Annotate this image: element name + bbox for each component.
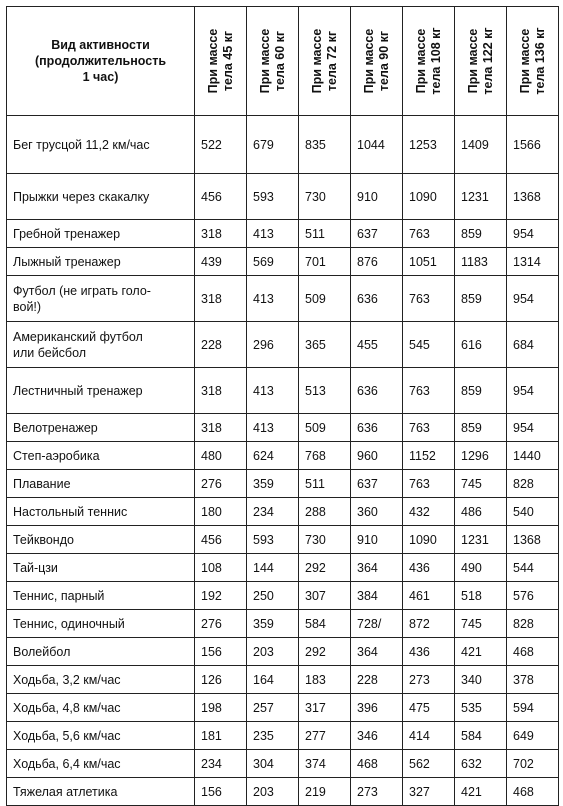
weight-header-line: тела 72 кг — [324, 30, 339, 92]
calorie-value-cell: 593 — [247, 526, 299, 554]
activity-name: Плавание — [13, 476, 71, 491]
activity-header-line: (продолжительность — [34, 54, 167, 68]
activity-name-cell — [7, 526, 195, 554]
weight-header-label — [518, 27, 548, 94]
weight-header-line: тела 108 кг — [428, 27, 443, 95]
activity-header-line: Вид активности — [51, 38, 150, 52]
weight-header-line: тела 45 кг — [220, 30, 235, 92]
activity-name: Тейквондо — [13, 532, 74, 547]
calorie-value-cell: 456 — [195, 526, 247, 554]
weight-header-line: При массе — [413, 28, 428, 94]
calorie-value-cell: 616 — [455, 322, 507, 368]
calorie-value-cell: 436 — [403, 554, 455, 582]
calorie-value-cell: 730 — [299, 174, 351, 220]
weight-header-line: тела 60 кг — [272, 30, 287, 92]
calorie-value-cell: 872 — [403, 610, 455, 638]
activity-name: Лыжный тренажер — [13, 254, 121, 269]
calorie-value-cell: 359 — [247, 610, 299, 638]
calorie-value-cell: 636 — [351, 368, 403, 414]
calorie-value-cell: 413 — [247, 276, 299, 322]
calorie-value-cell: 318 — [195, 368, 247, 414]
activity-name-cell — [7, 582, 195, 610]
calorie-value-cell: 421 — [455, 638, 507, 666]
calorie-table — [6, 6, 559, 806]
weight-column-header — [455, 7, 507, 116]
calorie-value-cell: 828 — [507, 610, 559, 638]
calorie-value-cell: 228 — [195, 322, 247, 368]
calorie-value-cell: 1231 — [455, 526, 507, 554]
calorie-value-cell: 340 — [455, 666, 507, 694]
activity-name: Бег трусцой 11,2 км/час — [13, 137, 150, 152]
activity-name: Тай-цзи — [13, 560, 58, 575]
calorie-value-cell: 108 — [195, 554, 247, 582]
calorie-value-cell: 421 — [455, 778, 507, 806]
activity-name: вой!) — [13, 299, 42, 314]
table-row — [7, 248, 559, 276]
calorie-value-cell: 1152 — [403, 442, 455, 470]
calorie-value-cell: 649 — [507, 722, 559, 750]
activity-name-cell — [7, 248, 195, 276]
calorie-value-cell: 346 — [351, 722, 403, 750]
calorie-value-cell: 535 — [455, 694, 507, 722]
weight-column-header — [299, 7, 351, 116]
table-row — [7, 220, 559, 248]
calorie-value-cell: 745 — [455, 610, 507, 638]
calorie-value-cell: 164 — [247, 666, 299, 694]
calorie-value-cell: 730 — [299, 526, 351, 554]
weight-header-label — [206, 29, 236, 94]
calorie-value-cell: 461 — [403, 582, 455, 610]
table-row — [7, 116, 559, 174]
table-row — [7, 368, 559, 414]
activity-name: Гребной тренажер — [13, 226, 121, 241]
calorie-value-cell: 768 — [299, 442, 351, 470]
calorie-value-cell: 317 — [299, 694, 351, 722]
activity-name: Настольный теннис — [13, 504, 128, 519]
calorie-value-cell: 304 — [247, 750, 299, 778]
activity-name: Тяжелая атлетика — [13, 784, 118, 799]
table-row — [7, 276, 559, 322]
calorie-value-cell: 637 — [351, 470, 403, 498]
activity-name-cell — [7, 554, 195, 582]
table-row — [7, 638, 559, 666]
activity-column-header — [7, 7, 195, 116]
calorie-value-cell: 509 — [299, 414, 351, 442]
activity-name: Американский футбол — [13, 329, 143, 344]
calorie-value-cell: 584 — [299, 610, 351, 638]
calorie-value-cell: 396 — [351, 694, 403, 722]
weight-header-line: При массе — [361, 28, 376, 94]
calorie-value-cell: 1314 — [507, 248, 559, 276]
activity-name-cell — [7, 610, 195, 638]
calorie-value-cell: 277 — [299, 722, 351, 750]
activity-name: Ходьба, 3,2 км/час — [13, 672, 121, 687]
calorie-value-cell: 509 — [299, 276, 351, 322]
activity-name: Футбол (не играть голо- — [13, 283, 151, 298]
activity-name-cell — [7, 498, 195, 526]
weight-header-label — [362, 29, 392, 94]
calorie-value-cell: 1051 — [403, 248, 455, 276]
header-row — [7, 7, 559, 116]
activity-name-cell — [7, 694, 195, 722]
activity-name-cell — [7, 276, 195, 322]
calorie-value-cell: 468 — [351, 750, 403, 778]
activity-name-cell — [7, 322, 195, 368]
calorie-value-cell: 859 — [455, 414, 507, 442]
activity-name: или бейсбол — [13, 345, 87, 360]
weight-column-header — [195, 7, 247, 116]
activity-name: Волейбол — [13, 644, 71, 659]
calorie-value-cell: 126 — [195, 666, 247, 694]
calorie-value-cell: 728/ — [351, 610, 403, 638]
activity-name-cell — [7, 414, 195, 442]
calorie-value-cell: 954 — [507, 220, 559, 248]
activity-name-cell — [7, 174, 195, 220]
calorie-value-cell: 234 — [247, 498, 299, 526]
activity-name-cell — [7, 778, 195, 806]
calorie-value-cell: 307 — [299, 582, 351, 610]
calorie-value-cell: 203 — [247, 778, 299, 806]
calorie-value-cell: 292 — [299, 554, 351, 582]
activity-name: Велотренажер — [13, 420, 98, 435]
calorie-value-cell: 545 — [403, 322, 455, 368]
calorie-value-cell: 593 — [247, 174, 299, 220]
calorie-value-cell: 364 — [351, 638, 403, 666]
calorie-value-cell: 702 — [507, 750, 559, 778]
calorie-value-cell: 296 — [247, 322, 299, 368]
calorie-value-cell: 636 — [351, 276, 403, 322]
calorie-value-cell: 954 — [507, 368, 559, 414]
weight-header-label — [466, 27, 496, 94]
calorie-value-cell: 156 — [195, 638, 247, 666]
calorie-value-cell: 954 — [507, 276, 559, 322]
calorie-value-cell: 413 — [247, 414, 299, 442]
calorie-value-cell: 562 — [403, 750, 455, 778]
table-row — [7, 750, 559, 778]
activity-name-cell — [7, 666, 195, 694]
calorie-value-cell: 763 — [403, 220, 455, 248]
activity-name-cell — [7, 442, 195, 470]
activity-name-cell — [7, 220, 195, 248]
calorie-value-cell: 456 — [195, 174, 247, 220]
calorie-value-cell: 359 — [247, 470, 299, 498]
calorie-value-cell: 859 — [455, 220, 507, 248]
calorie-value-cell: 632 — [455, 750, 507, 778]
activity-name-cell — [7, 116, 195, 174]
activity-name-cell — [7, 750, 195, 778]
calorie-value-cell: 835 — [299, 116, 351, 174]
table-row — [7, 442, 559, 470]
calorie-value-cell: 234 — [195, 750, 247, 778]
calorie-value-cell: 413 — [247, 368, 299, 414]
calorie-value-cell: 490 — [455, 554, 507, 582]
calorie-value-cell: 180 — [195, 498, 247, 526]
calorie-value-cell: 292 — [299, 638, 351, 666]
calorie-value-cell: 1183 — [455, 248, 507, 276]
table-row — [7, 526, 559, 554]
calorie-value-cell: 584 — [455, 722, 507, 750]
calorie-value-cell: 511 — [299, 220, 351, 248]
calorie-value-cell: 1296 — [455, 442, 507, 470]
calorie-value-cell: 763 — [403, 276, 455, 322]
calorie-value-cell: 318 — [195, 220, 247, 248]
activity-name: Ходьба, 6,4 км/час — [13, 756, 121, 771]
weight-header-line: тела 122 кг — [480, 27, 495, 95]
table-row — [7, 174, 559, 220]
calorie-value-cell: 432 — [403, 498, 455, 526]
weight-header-line: При массе — [465, 28, 480, 94]
calorie-value-cell: 1253 — [403, 116, 455, 174]
calorie-value-cell: 636 — [351, 414, 403, 442]
calorie-value-cell: 276 — [195, 610, 247, 638]
calorie-value-cell: 1231 — [455, 174, 507, 220]
calorie-value-cell: 1090 — [403, 526, 455, 554]
calorie-value-cell: 455 — [351, 322, 403, 368]
table-row — [7, 414, 559, 442]
calorie-value-cell: 679 — [247, 116, 299, 174]
weight-header-label — [258, 29, 288, 94]
calorie-value-cell: 436 — [403, 638, 455, 666]
calorie-value-cell: 468 — [507, 638, 559, 666]
calorie-value-cell: 257 — [247, 694, 299, 722]
calorie-value-cell: 192 — [195, 582, 247, 610]
calorie-value-cell: 859 — [455, 276, 507, 322]
calorie-value-cell: 318 — [195, 414, 247, 442]
activity-name-cell — [7, 368, 195, 414]
calorie-value-cell: 480 — [195, 442, 247, 470]
weight-header-line: При массе — [205, 28, 220, 94]
calorie-value-cell: 701 — [299, 248, 351, 276]
calorie-value-cell: 439 — [195, 248, 247, 276]
calorie-value-cell: 544 — [507, 554, 559, 582]
calorie-value-cell: 637 — [351, 220, 403, 248]
calorie-value-cell: 203 — [247, 638, 299, 666]
calorie-value-cell: 327 — [403, 778, 455, 806]
calorie-value-cell: 273 — [403, 666, 455, 694]
calorie-value-cell: 413 — [247, 220, 299, 248]
calorie-value-cell: 1368 — [507, 526, 559, 554]
table-row — [7, 694, 559, 722]
weight-header-line: тела 90 кг — [376, 30, 391, 92]
weight-header-label — [310, 29, 340, 94]
calorie-value-cell: 828 — [507, 470, 559, 498]
calorie-value-cell: 288 — [299, 498, 351, 526]
calorie-value-cell: 1090 — [403, 174, 455, 220]
weight-column-header — [247, 7, 299, 116]
calorie-value-cell: 183 — [299, 666, 351, 694]
calorie-value-cell: 378 — [507, 666, 559, 694]
activity-name-cell — [7, 638, 195, 666]
calorie-value-cell: 745 — [455, 470, 507, 498]
calorie-value-cell: 763 — [403, 470, 455, 498]
calorie-value-cell: 910 — [351, 526, 403, 554]
activity-header-line: 1 час) — [82, 70, 119, 84]
weight-header-line: При массе — [517, 28, 532, 94]
calorie-value-cell: 1566 — [507, 116, 559, 174]
table-row — [7, 666, 559, 694]
calorie-value-cell: 198 — [195, 694, 247, 722]
table-row — [7, 322, 559, 368]
table-row — [7, 498, 559, 526]
weight-header-line: тела 136 кг — [532, 27, 547, 95]
calorie-value-cell: 910 — [351, 174, 403, 220]
activity-name: Прыжки через скакалку — [13, 189, 150, 204]
calorie-value-cell: 569 — [247, 248, 299, 276]
activity-name: Лестничный тренажер — [13, 383, 143, 398]
activity-name: Теннис, парный — [13, 588, 105, 603]
calorie-value-cell: 1409 — [455, 116, 507, 174]
calorie-value-cell: 540 — [507, 498, 559, 526]
weight-column-header — [351, 7, 403, 116]
table-row — [7, 610, 559, 638]
calorie-value-cell: 384 — [351, 582, 403, 610]
calorie-value-cell: 181 — [195, 722, 247, 750]
calorie-value-cell: 486 — [455, 498, 507, 526]
calorie-value-cell: 511 — [299, 470, 351, 498]
calorie-value-cell: 624 — [247, 442, 299, 470]
weight-header-line: При массе — [257, 28, 272, 94]
calorie-value-cell: 960 — [351, 442, 403, 470]
calorie-value-cell: 576 — [507, 582, 559, 610]
weight-header-line: При массе — [309, 28, 324, 94]
weight-column-header — [403, 7, 455, 116]
calorie-value-cell: 1440 — [507, 442, 559, 470]
activity-name-cell — [7, 470, 195, 498]
calorie-value-cell: 365 — [299, 322, 351, 368]
calorie-value-cell: 684 — [507, 322, 559, 368]
table-row — [7, 554, 559, 582]
activity-name: Ходьба, 4,8 км/час — [13, 700, 121, 715]
activity-name: Ходьба, 5,6 км/час — [13, 728, 121, 743]
table-row — [7, 778, 559, 806]
calorie-value-cell: 522 — [195, 116, 247, 174]
calorie-value-cell: 954 — [507, 414, 559, 442]
calorie-value-cell: 273 — [351, 778, 403, 806]
calorie-value-cell: 374 — [299, 750, 351, 778]
calorie-value-cell: 219 — [299, 778, 351, 806]
calorie-value-cell: 859 — [455, 368, 507, 414]
calorie-value-cell: 250 — [247, 582, 299, 610]
calorie-value-cell: 156 — [195, 778, 247, 806]
calorie-value-cell: 144 — [247, 554, 299, 582]
calorie-value-cell: 1368 — [507, 174, 559, 220]
calorie-value-cell: 475 — [403, 694, 455, 722]
table-row — [7, 470, 559, 498]
table-row — [7, 722, 559, 750]
calorie-value-cell: 235 — [247, 722, 299, 750]
calorie-value-cell: 364 — [351, 554, 403, 582]
calorie-value-cell: 763 — [403, 368, 455, 414]
calorie-value-cell: 763 — [403, 414, 455, 442]
calorie-value-cell: 414 — [403, 722, 455, 750]
calorie-value-cell: 876 — [351, 248, 403, 276]
calorie-value-cell: 360 — [351, 498, 403, 526]
calorie-value-cell: 1044 — [351, 116, 403, 174]
calorie-value-cell: 468 — [507, 778, 559, 806]
calorie-value-cell: 513 — [299, 368, 351, 414]
activity-name: Степ-аэробика — [13, 448, 100, 463]
activity-name: Теннис, одиночный — [13, 616, 125, 631]
calorie-value-cell: 228 — [351, 666, 403, 694]
activity-name-cell — [7, 722, 195, 750]
table-row — [7, 582, 559, 610]
calorie-value-cell: 318 — [195, 276, 247, 322]
calorie-value-cell: 518 — [455, 582, 507, 610]
calorie-value-cell: 594 — [507, 694, 559, 722]
weight-header-label — [414, 27, 444, 94]
weight-column-header — [507, 7, 559, 116]
calorie-value-cell: 276 — [195, 470, 247, 498]
